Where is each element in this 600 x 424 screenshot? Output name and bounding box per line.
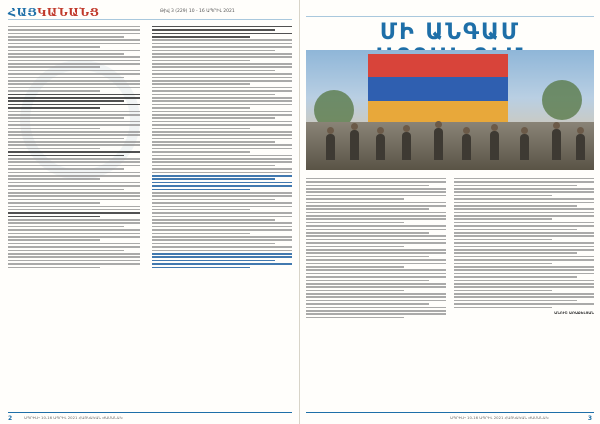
header-rule bbox=[306, 16, 594, 17]
logo-main: ՀԱՅ bbox=[8, 6, 38, 19]
person-figure bbox=[326, 134, 335, 160]
right-page bbox=[300, 0, 600, 424]
person-figure bbox=[462, 134, 471, 160]
page-headline: ՄԻ ԱՆԳԱՄ bbox=[379, 20, 521, 45]
header-rule bbox=[8, 19, 292, 20]
person-figure bbox=[434, 128, 443, 160]
article-column-3 bbox=[306, 176, 446, 408]
text-block bbox=[8, 26, 140, 268]
footer-text: ԱՊՐԻԼԻ 10-16 ԱՊՐԻԼ 2021 ՀԱՅԿԱԿԱՆ ԺԱՄԱՆԱԿ bbox=[450, 415, 549, 420]
page-number: 3 bbox=[587, 415, 592, 422]
person-figure bbox=[490, 131, 499, 160]
armenian-flag-icon bbox=[368, 54, 508, 124]
person-figure bbox=[350, 130, 359, 160]
article-signature: ԱՆՈՒՇ ԱՌԱՔԵԼՅԱՆ bbox=[554, 310, 594, 316]
person-figure bbox=[552, 129, 561, 160]
article-column-1 bbox=[8, 24, 140, 404]
photo-flag-rally bbox=[306, 50, 594, 170]
article-column-2 bbox=[152, 24, 292, 404]
text-block bbox=[306, 178, 446, 319]
person-figure bbox=[576, 134, 585, 160]
article-column-4 bbox=[454, 176, 594, 408]
person-figure bbox=[402, 132, 411, 160]
text-block bbox=[454, 178, 594, 308]
issue-line: Թիվ 3 (229) 10 - 16 ԱՊՐԻԼ 2021 bbox=[160, 9, 235, 14]
tree-shape bbox=[542, 80, 582, 120]
person-figure bbox=[376, 134, 385, 160]
text-block bbox=[152, 26, 292, 268]
footer-text: ԱՊՐԻԼԻ 10-16 ԱՊՐԻԼ 2021 ՀԱՅԿԱԿԱՆ ԺԱՄԱՆԱԿ bbox=[24, 415, 123, 420]
page-number: 2 bbox=[8, 415, 13, 422]
footer-rule bbox=[8, 412, 292, 414]
logo-accent: ԿԱՆԱՆՑ bbox=[37, 6, 100, 19]
newspaper-logo bbox=[8, 6, 99, 19]
footer-rule bbox=[306, 412, 594, 414]
person-figure bbox=[520, 134, 529, 160]
